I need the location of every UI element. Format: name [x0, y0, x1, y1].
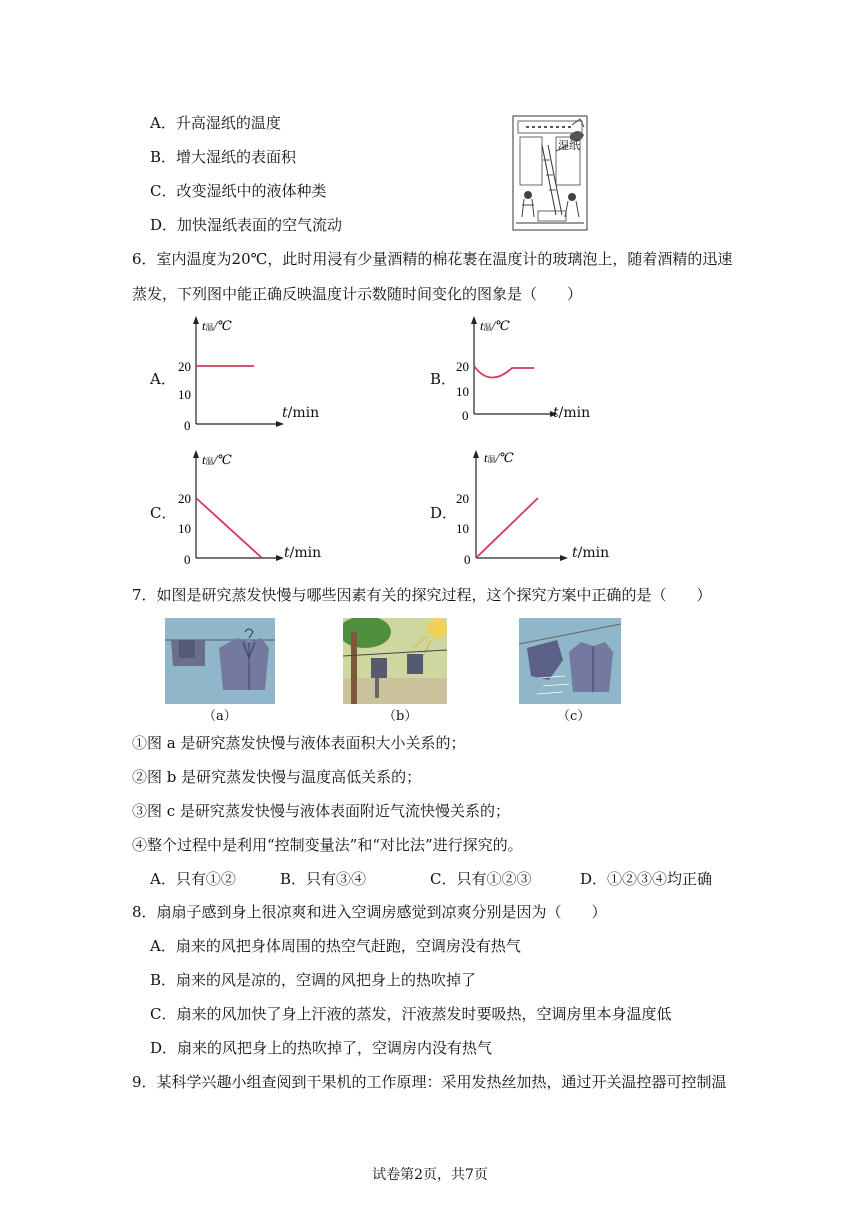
graph-c-label: C． [150, 504, 177, 522]
graph-d-tick-10: 10 [456, 521, 469, 536]
graph-b-xlabel: t/min [553, 405, 591, 421]
q7-option-a: A．只有①② [150, 870, 236, 888]
graph-a-tick-0: 0 [184, 418, 191, 433]
q7-option-d: D．①②③④均正确 [580, 870, 713, 888]
graph-b-label: B． [430, 370, 457, 388]
graph-a [176, 312, 296, 434]
q8-option-d: D．扇来的风把身上的热吹掉了，空调房内没有热气 [150, 1039, 493, 1057]
picture-c-windy [519, 618, 621, 704]
caption-b: （b） [383, 709, 418, 724]
papermaking-illustration [512, 115, 588, 231]
picture-b-sun-and-shade [343, 618, 447, 704]
picture-a-clothes-spread [165, 618, 275, 704]
q7-statement-3: ③图 c 是研究蒸发快慢与液体表面附近气流快慢关系的； [132, 802, 510, 820]
q9-stem: 9．某科学兴趣小组查阅到干果机的工作原理：采用发热丝加热，通过开关温控器可控制温 [132, 1073, 727, 1091]
graph-c-ylabel: t温/℃ [202, 452, 232, 467]
graph-a-ylabel: t温/℃ [202, 318, 232, 333]
q6-stem-line1: 6．室内温度为20℃，此时用浸有少量酒精的棉花裹在温度计的玻璃泡上，随着酒精的迅速 [132, 250, 733, 268]
q6-stem-line2: 蒸发，下列图中能正确反映温度计示数随时间变化的图象是（ ） [132, 285, 583, 303]
graph-c-tick-0: 0 [184, 552, 191, 567]
q7-statement-4: ④整个过程中是利用“控制变量法”和“对比法”进行探究的。 [132, 836, 523, 854]
graph-b-tick-20: 20 [456, 359, 469, 374]
q8-option-a: A．扇来的风把身体周围的热空气赶跑，空调房没有热气 [150, 937, 521, 955]
caption-c: （c） [557, 709, 591, 724]
q5-option-c: C．改变湿纸中的液体种类 [150, 182, 327, 200]
graph-b-tick-0: 0 [462, 408, 469, 423]
q8-stem: 8．扇扇子感到身上很凉爽和进入空调房感觉到凉爽分别是因为（ ） [132, 903, 607, 921]
graph-a-xlabel: t/min [282, 405, 320, 421]
graph-d-label: D． [430, 504, 458, 522]
graph-c-tick-10: 10 [178, 521, 191, 536]
graph-d-xlabel: t/min [572, 545, 610, 561]
q5-option-b: B．增大湿纸的表面积 [150, 148, 297, 166]
graph-b-ylabel: t温/℃ [480, 318, 510, 333]
graph-c-tick-20: 20 [178, 491, 191, 506]
wet-paper-label: 湿纸 [558, 139, 580, 152]
q7-statement-2: ②图 b 是研究蒸发快慢与温度高低关系的； [132, 768, 422, 786]
graph-a-label: A． [150, 370, 176, 388]
graph-d-ylabel: t温/℃ [484, 450, 514, 465]
graph-b-tick-10: 10 [456, 384, 469, 399]
q8-option-b: B．扇来的风是凉的，空调的风把身上的热吹掉了 [150, 971, 477, 989]
q7-stem: 7．如图是研究蒸发快慢与哪些因素有关的探究过程，这个探究方案中正确的是（ ） [132, 586, 712, 604]
graph-a-tick-20: 20 [178, 359, 191, 374]
q5-option-a: A．升高湿纸的温度 [150, 114, 281, 132]
caption-a: （a） [203, 709, 237, 724]
page-footer: 试卷第2页，共7页 [372, 1167, 488, 1183]
graph-c [176, 446, 296, 568]
q8-option-c: C．扇来的风加快了身上汗液的蒸发，汗液蒸发时要吸热，空调房里本身温度低 [150, 1005, 672, 1023]
q7-option-b: B．只有③④ [280, 870, 367, 888]
graph-d-tick-20: 20 [456, 491, 469, 506]
graph-d [454, 446, 584, 568]
graph-c-xlabel: t/min [284, 545, 322, 561]
graph-a-tick-10: 10 [178, 387, 191, 402]
q7-option-c: C．只有①②③ [430, 870, 532, 888]
q7-statement-1: ①图 a 是研究蒸发快慢与液体表面积大小关系的； [132, 734, 466, 752]
q5-option-d: D．加快湿纸表面的空气流动 [150, 216, 343, 234]
graph-d-tick-0: 0 [464, 552, 471, 567]
